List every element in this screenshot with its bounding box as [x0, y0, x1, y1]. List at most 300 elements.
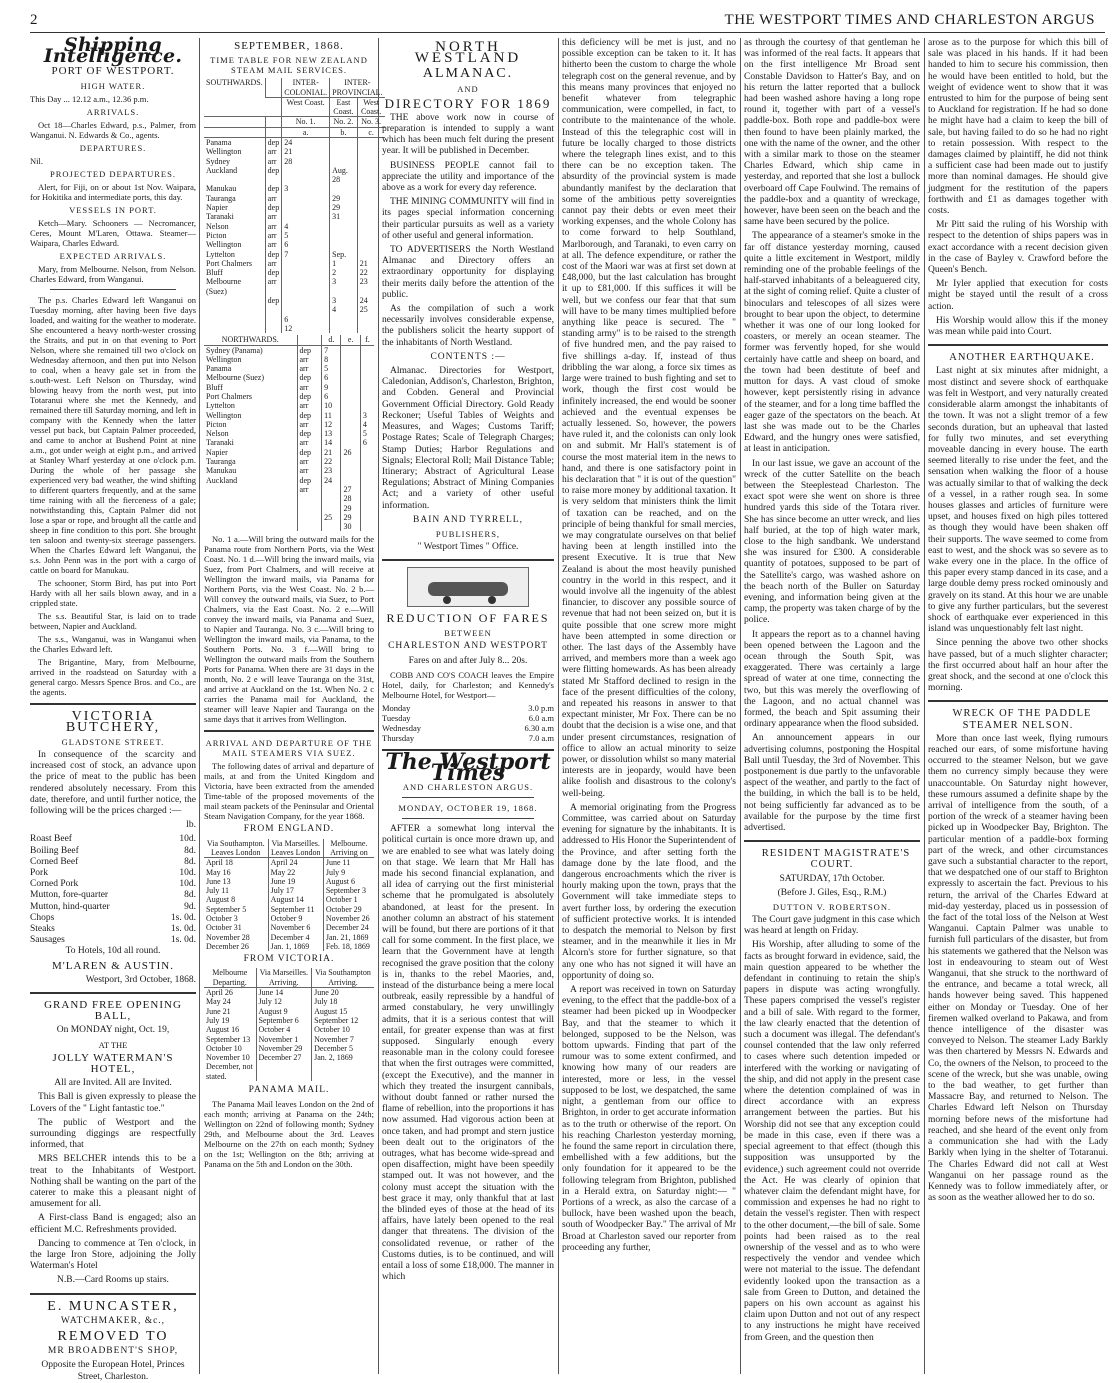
table-cell: Lyttelton: [206, 249, 235, 259]
table-cell: [282, 166, 330, 185]
num-2: No. 2.: [330, 117, 358, 127]
table-cell: [330, 222, 358, 231]
schedule-time: 6.30 a.m: [524, 722, 554, 733]
table-cell: dep: [297, 448, 322, 457]
table-cell: arr: [265, 259, 282, 268]
table-cell: [282, 305, 330, 314]
table-row: [204, 522, 374, 531]
table-row: [204, 383, 374, 392]
table-cell: [282, 259, 330, 268]
earthquake-para: Last night at six minutes after midnight, a most distinct and severe shock of earthquake was felt in Westport, and very naturally created considerable alarm amongst the inhabitants of the town. It was not a slight tremor of a few seconds duration, but an upheaval that lasted for fully two minutes, and set everything moveable dancing in every house. The earth seemed literally to rise under the feet, and the sensation when walking the floor of a house was actually similar to that of walking the deck of a vessel, in a rather rough sea. In some houses glasses and articles of furniture were upset, and houses fixed on high piles tottered as though they would have been shaken off their supports. The wave seemed to come from east to west, and the shock was so severe as to wake every one in the place. In the office of this paper every stamp danced in its case, and a large double demy press rocked ominously and gravely on its stand. At this hour we are unable to give any further particulars, but the severest shock of earthquake ever experienced in this island was unquestionably felt last night.: [928, 366, 1108, 635]
table-cell: dep: [265, 166, 282, 185]
table-cell: [204, 305, 265, 314]
table-cell: Sydney (Panama): [206, 345, 263, 355]
table-row: [204, 1007, 374, 1016]
cobb-text: COBB AND CO'S COACH leaves the Empire Hotel, daily, for Charleston; and Kennedy's Melbourne Hotel, for Westport—: [382, 669, 554, 700]
table-cell: [341, 438, 360, 447]
table-cell: December, not stated.: [206, 1062, 253, 1081]
price-value: 1s. 0d.: [170, 924, 196, 935]
price-item: Mutton, hind-quarter: [30, 901, 110, 912]
table-cell: arr: [265, 222, 282, 231]
table-cell: November 6: [268, 923, 323, 932]
column-2: [204, 38, 383, 1374]
table-cell: July 12: [256, 997, 312, 1006]
letter-e: e.: [341, 335, 360, 345]
ball-hotel: JOLLY WATERMAN'S HOTEL,: [52, 1051, 174, 1075]
table-cell: 9: [322, 383, 341, 392]
table-cell: 30: [341, 522, 360, 531]
court-para: Mr Pitt said the ruling of his Worship with respect to the detention of ships papers was in exact accordance with a recent decision given in the case of Bayley v. Crawford before the Queen's Bench.: [928, 220, 1108, 276]
table-cell: Picton: [206, 419, 227, 429]
shipping-masthead: Shipping Intelligence.: [43, 34, 183, 68]
butchery-sub: GLADSTONE STREET.: [61, 737, 165, 748]
table-cell: September 6: [256, 1016, 312, 1025]
ball-para: The public of Westport and the surrounding diggings are respectfully informed, that: [30, 1117, 196, 1151]
table-cell: [341, 392, 360, 401]
price-value: 1s. 0d.: [170, 912, 196, 923]
column-rule: [558, 38, 559, 1374]
almanac-title-3: DIRECTORY FOR 1869: [384, 95, 552, 111]
table-cell: Jan. 1, 1869: [268, 942, 323, 951]
table-cell: [357, 166, 384, 185]
coach-illustration: [407, 567, 529, 607]
table-cell: [341, 466, 360, 475]
table-cell: 22: [357, 268, 384, 277]
table-cell: arr: [265, 157, 282, 166]
table-cell: Lyttelton: [206, 401, 235, 411]
table-cell: [282, 194, 330, 203]
table-cell: Melbourne (Suez): [206, 373, 264, 383]
ball-title: GRAND FREE OPENING BALL,: [44, 999, 182, 1023]
table-row: [204, 373, 374, 382]
table-cell: [256, 1062, 312, 1081]
column-1: [30, 34, 196, 1382]
table-cell: 21: [322, 448, 341, 457]
ball-at: AT THE: [98, 1039, 128, 1050]
table-cell: [341, 401, 360, 410]
table-cell: [204, 513, 297, 522]
schedule-time: 7.0 a.m: [528, 732, 554, 743]
column-rule: [740, 38, 741, 1374]
table-row: [204, 933, 374, 942]
table-row: [204, 166, 385, 185]
table-cell: November 26: [323, 914, 374, 923]
shipping-para: The s.s. Beautiful Star, is laid on to trade between, Napier and Auckland.: [30, 610, 196, 631]
table-cell: [204, 324, 265, 333]
table-cell: October 3: [206, 914, 238, 924]
table-cell: [282, 268, 330, 277]
table-row: [204, 476, 374, 485]
table-cell: 25: [322, 513, 341, 522]
price-unit: lb.: [186, 820, 196, 831]
table-row: [204, 457, 374, 466]
table-cell: 29: [330, 203, 358, 212]
table-row: [204, 923, 374, 932]
contents-list: Almanac. Directories for Westport, Caledonian, Addison's, Charleston, Brighton, and Cobden. General and Provincial Government Official Directory. Gold Ready Reckoner; Useful Tables of Weights and Measures, and Wages; Customs Tariff; Postage Rates; Scale of Telegraph Charges; Stamp Duties; Harbor Regulations and Signals; Electoral Roll; Mail Distance Table; Itinerary; Abstract of Agricultural Lease Regulations; Abstract of Mining Companies Act; and a variety of other useful information.: [382, 366, 554, 511]
earthquake-heading: ANOTHER EARTHQUAKE.: [949, 352, 1095, 364]
table-cell: [357, 212, 384, 221]
price-item: Sausages: [30, 935, 65, 946]
table-cell: Napier: [206, 203, 228, 213]
table-row: [204, 315, 385, 324]
table-cell: December 24: [323, 923, 374, 932]
price-item: Boiling Beef: [30, 845, 79, 856]
publisher-label: PUBLISHERS,: [435, 528, 501, 539]
divider: [50, 289, 176, 290]
divider: [30, 703, 196, 705]
arrivals-heading: ARRIVALS.: [86, 106, 140, 117]
court-para: Mr Iyler applied that execution for costs might be stayed until the result of a cross action.: [928, 279, 1108, 312]
table-cell: [330, 240, 358, 249]
table-cell: arr: [297, 401, 322, 410]
price-value: 8d.: [184, 845, 196, 856]
arrivals-text: Oct 18—Charles Edward, p.s., Palmer, from Wanganui. N. Edwards & Co., agents.: [30, 119, 196, 140]
table-cell: 4: [330, 305, 358, 314]
almanac-title-2: ALMANAC.: [422, 66, 514, 82]
table-cell: [341, 373, 360, 382]
table-cell: 14: [322, 438, 341, 447]
table-cell: May 24: [206, 997, 231, 1007]
expected-text: Mary, from Melbourne. Nelson, from Nelson. Charles Edward, from Wanganui.: [30, 263, 196, 284]
schedule-row: [382, 703, 554, 713]
table-cell: 1: [330, 259, 358, 268]
price-row: [30, 924, 196, 935]
table-cell: arr: [297, 485, 322, 494]
table-row: [204, 268, 385, 277]
table-row: [204, 305, 385, 314]
table-cell: 24: [322, 476, 341, 485]
table-cell: 21: [282, 147, 330, 156]
price-value: 10d.: [179, 868, 196, 879]
table-cell: arr: [297, 364, 322, 373]
table-cell: dep: [297, 476, 322, 485]
south-heading: SOUTHWARDS.: [204, 78, 265, 117]
table-cell: [204, 485, 297, 494]
table-cell: [341, 364, 360, 373]
column-rule: [924, 38, 925, 1374]
table-cell: [341, 355, 360, 364]
table-cell: December 26: [206, 941, 249, 951]
almanac-para: BUSINESS PEOPLE cannot fail to appreciate the utility and importance of the above as a work for every day reference.: [382, 160, 554, 194]
price-row: [30, 868, 196, 879]
table-cell: 5: [360, 429, 374, 438]
table-row: [204, 345, 374, 355]
suez-text: The following dates of arrival and departure of mails, at and from the United Kingdom and Victoria, have been extracted from the amended Time-table of the proposed movements of the mail steam packets of the Peninsular and Oriental Steam Navigation Company, for the year 1868.: [204, 761, 374, 822]
table-cell: [357, 203, 384, 212]
departures-heading: DEPARTURES.: [79, 142, 147, 153]
column-5: [744, 38, 920, 1374]
table-cell: 6: [282, 315, 330, 324]
table-cell: Nelson: [206, 221, 229, 231]
editorial-text: AFTER a somewhat long interval the political curtain is once more drawn up, and we are enabled to see what was lately doing on that stage. We learn that Mr Hall has made his second financial explanation, and all idea of carrying out the first ministerial scheme that he promulgated is absolutely abandoned, at least for the present. In another column an abstract of his statement will be found, but there are portions of it that call for some comment. In the first place, we learn that the Government have at length recognised the grave position that the colony is in, thanks to the rebel Maories, and, instead of the disturbance being a mere local outbreak, easily repressible by a handful of armed constabulary, he very unwillingly admits, that it is a serious contest that will entail, for greater expense than was at first supposed. Singularly enough every reasonable man in the colony could foresee that when the first outrages were committed, (except the Executive), and the manner in which they treated the insurgent cannibals, without doubt fanned or rather nursed the flame of rebellion, into the proportions it has now assumed. Had vigorous action been at once taken, and had prompt and stern justice been dealt out to the originators of the outrages, what has become wide-spread and open disaffection, might have been speedily stamped out. It was not however, and the colony must accept the situation with the best grace it may, only thankful that at last the blinded eyes of those at the head of its affairs, have lately been opened to the real danger that threatens. The division of the consolidated revenue, or rather of the Customs duties, is to be continued, and will entail a loss of some £18,000. The manner in which: [382, 824, 554, 1283]
table-cell: July 17: [268, 886, 323, 895]
north-heading: NORTHWARDS.: [204, 335, 297, 345]
table-cell: Feb. 18, 1869: [323, 942, 374, 951]
table-row: [204, 868, 374, 877]
table-cell: [330, 147, 358, 156]
table-cell: [322, 522, 341, 531]
letter-f: f.: [360, 335, 374, 345]
table-cell: [265, 324, 282, 333]
table-cell: September 13: [206, 1034, 251, 1044]
schedule-day: Tuesday: [382, 712, 411, 723]
table-cell: 4: [282, 222, 330, 231]
table-cell: [322, 494, 341, 503]
table-row: [204, 401, 374, 410]
table-cell: 29: [330, 194, 358, 203]
high-water-line: This Day ... 12.12 a.m., 12.36 p.m.: [30, 93, 149, 104]
schedule-row: [382, 713, 554, 723]
table-cell: November 7: [312, 1035, 374, 1044]
table-cell: 27: [341, 485, 360, 494]
table-cell: Auckland: [206, 165, 238, 175]
table-row: [204, 438, 374, 447]
price-row: [30, 834, 196, 845]
vessels-heading: VESSELS IN PORT.: [69, 204, 157, 215]
table-cell: 4: [360, 420, 374, 429]
num-3: No. 3.: [357, 117, 384, 127]
schedule-day: Thursday: [382, 732, 415, 743]
table-cell: [330, 157, 358, 166]
letter-b: b.: [330, 127, 358, 137]
price-row: [30, 890, 196, 901]
almanac-para: TO ADVERTISERS the North Westland Almanac and Directory offers an extraordinary opportunity for displaying their merits daily before the attention of the public.: [382, 245, 554, 300]
table-cell: [341, 411, 360, 420]
table-cell: July 9: [323, 868, 374, 877]
table-cell: dep: [265, 296, 282, 305]
table-row: [204, 240, 385, 249]
ec-heading: East Coast.: [330, 97, 358, 117]
table-cell: [282, 277, 330, 296]
table-row: [204, 429, 374, 438]
table-cell: dep: [297, 392, 322, 401]
table-cell: dep: [297, 373, 322, 382]
table-cell: [204, 522, 297, 531]
panama-heading: PANAMA MAIL.: [248, 1084, 330, 1095]
table-cell: [360, 448, 374, 457]
table-cell: June 11: [323, 858, 374, 868]
table-cell: [341, 457, 360, 466]
table-cell: Jan. 21, 1869: [323, 933, 374, 942]
port-heading: PORT OF WESTPORT.: [51, 65, 175, 78]
table-cell: Tauranga: [206, 193, 236, 203]
table-cell: [360, 457, 374, 466]
table-cell: 3: [330, 296, 358, 305]
table-cell: [330, 184, 358, 193]
divider: [402, 797, 534, 798]
table-cell: 23: [322, 466, 341, 475]
price-row: [30, 913, 196, 924]
table-row: [204, 942, 374, 951]
table-row: [204, 222, 385, 231]
court-before: (Before J. Giles, Esq., R.M.): [777, 887, 887, 898]
table-cell: 2: [330, 268, 358, 277]
news-para: as through the courtesy of that gentleman he was informed of the real facts. It appears that on the first intelligence Mr Broad sent Constable Davidson to Hatter's Bay, and on his return the latter reported that a bullock had been washed ashore having a long rope round it, together with part of a vessel's paddle-box. Both rope and paddle-box were then found to have been plainly marked, the one with the name of the owner, and the other with a similar mark to those on the steamer Charles Edward, which ship came in yesterday, and reported that she lost a bullock overboard off Cape Foulwind. The remains of the paddle-box and a quantity of wreckage, however, have been seen on the beach and the same have been secured by the police.: [744, 38, 920, 228]
table-cell: 25: [357, 305, 384, 314]
ball-para: MRS BELCHER intends this to be a treat to the Inhabitants of Westport. Nothing shall be wanting on the part of the caterer to make this a pleasant night of amusement for all.: [30, 1154, 196, 1210]
table-row: [204, 420, 374, 429]
column-4: [562, 38, 736, 1374]
table-cell: [282, 203, 330, 212]
contents-heading: CONTENTS :—: [430, 351, 506, 362]
table-cell: 29: [341, 513, 360, 522]
price-item: Corned Pork: [30, 879, 79, 890]
divider: [30, 1293, 196, 1295]
table-row: [204, 877, 374, 886]
table-cell: [265, 315, 282, 324]
table-cell: June 14: [256, 988, 312, 998]
table-cell: Jan. 2, 1869: [312, 1053, 374, 1062]
divider: [928, 344, 1108, 346]
table-cell: 28: [282, 157, 330, 166]
table-row: [204, 203, 385, 212]
court-para: His Worship would allow this if the money was mean while paid into Court.: [928, 315, 1108, 338]
fares-line: Fares on and after July 8... 20s.: [408, 655, 528, 666]
table-cell: Manukau: [206, 466, 237, 476]
butchery-title: VICTORIA BUTCHERY,: [65, 708, 161, 735]
schedule-day: Monday: [382, 702, 411, 713]
almanac-para: THE above work now in course of preparation is intended to supply a want which has been much felt during the present year. It will be published in December.: [382, 112, 554, 157]
court-heading: RESIDENT MAGISTRATE'S COURT.: [761, 848, 911, 871]
vessels-text: Ketch—Mary. Schooners — Necromancer, Ceres, Mount M'Laren, Ottawa. Steamer—Waipara, Charles Edward.: [30, 217, 196, 248]
table-row: [204, 147, 385, 156]
fv-col: Via Marseilles. Arriving.: [256, 968, 312, 987]
table-cell: September 12: [312, 1016, 374, 1025]
ball-invite: All are Invited. All are Invited.: [54, 1078, 172, 1089]
from-england-heading: FROM ENGLAND.: [243, 824, 335, 835]
table-cell: October 29: [323, 905, 374, 914]
table-cell: December 5: [312, 1044, 374, 1053]
wreck-report-para: A report was received in town on Saturday evening, to the effect that the paddle-box of a steamer had been picked up in Woodpecker Bay, and that the steamer to which it belonged, supposed to be the Nelson, was bottom upwards. Finding that part of the rumour was to some extent confirmed, and knowing how many of our readers are interested, more or less, in the vessel supposed to be lost, we despatched, the same night, a gentleman from our office to Brighton, in order to get accurate information as to the truth or otherwise of the report. On his reaching Charleston yesterday morning, he found the same report in circulation there, embellished with a few additions, but the only foundation for it appeared to be the following telegram from Brighton, published in a Herald extra, on Saturday night:— " Portions of a wreck, as also the carcase of a bullock, have been washed upon the beach, south of Woodpecker Bay." The arrival of Mr Broad at Charleston saved our reporter from proceeding any further,: [562, 985, 736, 1253]
news-para: An announcement appears in our advertising columns, postponing the Hospital Ball until Tuesday, the 3rd of November. This postponement is due partly to the unfavorable aspect of the weather, and partly to the fact of the building, in which the ball is to be held, not being sufficiently far advanced as to be available for the purpose by the time first advertised.: [744, 733, 920, 834]
table-row: [204, 1016, 374, 1025]
high-water-heading: HIGH WATER.: [80, 80, 146, 91]
table-cell: 8: [322, 355, 341, 364]
divider: [30, 992, 196, 994]
table-cell: May 16: [206, 867, 231, 877]
fares-route: CHARLESTON AND WESTPORT: [388, 641, 548, 652]
table-cell: [341, 345, 360, 355]
price-row: [30, 879, 196, 890]
letter-d: d.: [322, 335, 341, 345]
wreck-para: More than once last week, flying rumours reached our ears, of some misfortune having occurred to the steamer Nelson, but we gave them no currency simply because they were unaccountable. On Saturday night however, these rumours assumed a definite shape by the arrival of intelligence from the south, of a portion of the wreck of a steamer having been picked up in Woodpecker Bay, Brighton. The particular mention of a paddle-box forming part of the wreck, and other circumstances gave such a substantial character to the report, that we despatched one of our staff to Brighton expressly to ascertain the fact. Previous to his return, the arrival of the Charles Edward at mid-day yesterday, placed us in possession of the fact of the total loss of the Nelson at West Wanganui. Captain Palmer was unable to furnish full particulars of the disaster, but from his statements we gathered that the Nelson was lost in endeavouring to steam out of West Wanganui, that she struck to the northward of the entrance, and became a total wreck, all hands however being saved. This happened either on Monday or Tuesday. One of her firemen walked overland to Pakawa, and from thence intelligence of the disaster was conveyed to Nelson. The steamer Lady Barkly was then chartered by Messrs N. Edwards and Co, the owners of the Nelson, to proceed to the scene of the wreck, but she was unable, owing to the bad weather, to get further than Massacre Bay, and returned to Nelson. The Charles Edward left Nelson on Thursday morning before news of the misfortune had reached, and she heard of the event only from a communication she had with the Lady Barkly when lying in the shelter of Totaranui. The Charles Edward did not call at West Wanganui on her passage round as the Kennedy was to follow immediately after, or as soon as the weather allowed her to do so.: [928, 733, 1108, 1204]
table-cell: [204, 296, 265, 305]
coach-schedule: [382, 703, 554, 743]
from-victoria-table: [204, 968, 374, 1081]
ball-date: On MONDAY night, Oct. 19,: [56, 1025, 170, 1036]
table-row: [204, 905, 374, 914]
table-cell: [204, 504, 297, 513]
page-header: [30, 6, 1105, 33]
table-cell: Tauranga: [206, 457, 236, 467]
paper-masthead: The Westport Times: [385, 748, 551, 786]
court-case: DUTTON V. ROBERTSON.: [772, 902, 892, 913]
shipping-para: The schooner, Storm Bird, has put into Port Hardy with all her sails blown away, and in a crippled state.: [30, 577, 196, 608]
from-victoria-heading: FROM VICTORIA.: [243, 954, 335, 965]
price-row: [30, 935, 196, 946]
table-cell: July 11: [206, 886, 230, 896]
table-cell: [330, 315, 358, 324]
fares-heading: REDUCTION OF FARES: [386, 611, 550, 626]
price-item: Roast Beef: [30, 834, 72, 845]
table-cell: October 1: [323, 895, 374, 904]
table-cell: [330, 324, 358, 333]
table-cell: October 10: [206, 1043, 242, 1053]
butcher-names: M'LAREN & AUSTIN.: [52, 959, 174, 972]
table-row: [204, 250, 385, 259]
table-row: [204, 184, 385, 193]
table-row: [204, 895, 374, 904]
table-cell: Nelson: [206, 429, 229, 439]
table-cell: August 8: [206, 895, 236, 905]
table-cell: 24: [282, 137, 330, 147]
table-row: [204, 466, 374, 475]
table-cell: [312, 1062, 374, 1081]
table-cell: 31: [330, 212, 358, 221]
news-para: In our last issue, we gave an account of the wreck of the cutter Satellite on the beach between the Steeplestead Charleston. The exact spot were she went on shore is three hundred yards this side of the Totara river. She has since become an utter wreck, and lies half buried, at the top of high water mark, close to the high sandbank. We understand she was insured for £300. A considerable quantity of potatoes, supposed to be part of the Satellite's cargo, was washed ashore on the beach north of the Buller on Saturday evening, and information being given at the camp, the property was taken charge of by the police.: [744, 458, 920, 626]
table-cell: 12: [322, 420, 341, 429]
table-cell: [360, 476, 374, 485]
table-cell: [360, 392, 374, 401]
table-cell: October 4: [256, 1025, 312, 1034]
muncaster-removed: REMOVED TO: [57, 1328, 169, 1344]
timetable-southwards: [204, 78, 385, 333]
table-row: [204, 858, 374, 868]
table-cell: Port Chalmers: [206, 392, 252, 401]
table-cell: June 13: [206, 876, 231, 886]
table-row: [204, 513, 374, 522]
timetable-notes: No. 1 a.—Will bring the outward mails for the Panama route from Northern Ports, via the West Coast. No. 1 d.—Will bring the inward mails, via Suez, from Port Chalmers, and will receive at Wellington the inward mails, via Panama for Northern Ports, via the West Coast. No. 2 b.—Will convey the outward mails, via Suez, to Port Chalmers, via the East Coast. No. 2 e.—Will convey the inward mails, via Panama and Suez, to Napier and Tauranga. No. 3 c.—Will bring to Wellington the inward mails, via Panama, to the Southern Ports. No. 3 f.—Will bring to Wellington the outward mails from the Southern Ports for Panama. When there are 31 days in the month, No. 2 e will leave Tauranga on the 31st, and arrive at Auckland on the 1st. When No. 2 c carries the Panama mail for Auckland, the steamer will leave Napier and Tauranga on the same days that it arrives from Wellington.: [204, 534, 374, 725]
price-list: [30, 834, 196, 946]
table-cell: [341, 476, 360, 485]
table-cell: [330, 137, 358, 147]
divider: [204, 730, 374, 732]
table-cell: October 9: [268, 914, 323, 923]
table-cell: dep: [297, 411, 322, 420]
table-row: [204, 277, 385, 296]
table-row: [204, 997, 374, 1006]
table-cell: [282, 212, 330, 221]
table-cell: July 18: [312, 997, 374, 1006]
table-cell: [360, 466, 374, 475]
projected-heading: PROJECTED DEPARTURES.: [50, 168, 176, 179]
table-cell: October 10: [312, 1025, 374, 1034]
muncaster-shop: MR BROADBENT'S SHOP,: [47, 1346, 179, 1357]
table-cell: Bluff: [206, 382, 223, 392]
table-cell: 5: [282, 231, 330, 240]
table-cell: 6: [282, 240, 330, 249]
table-row: [204, 494, 374, 503]
table-cell: dep: [265, 137, 282, 147]
letter-a: a.: [282, 127, 330, 137]
table-row: [204, 1053, 374, 1062]
table-cell: 11: [322, 411, 341, 420]
table-cell: [360, 373, 374, 382]
table-cell: [204, 494, 297, 503]
fe-col: Melbourne. Arriving on: [323, 839, 374, 858]
suez-heading: ARRIVAL AND DEPARTURE OF THE MAIL STEAMERS VIA SUEZ.: [205, 738, 373, 759]
hotels-line: To Hotels, 10d all round.: [65, 946, 161, 957]
timetable-title: TIME TABLE FOR NEW ZEALAND STEAM MAIL SERVICES.: [210, 55, 368, 76]
table-cell: [357, 231, 384, 240]
table-row: [204, 231, 385, 240]
table-cell: [357, 250, 384, 259]
price-item: Mutton, fore-quarter: [30, 890, 109, 901]
table-cell: arr: [265, 212, 282, 221]
table-cell: Manukau: [206, 184, 237, 194]
table-cell: [322, 504, 341, 513]
issue-date: MONDAY, OCTOBER 19, 1868.: [398, 803, 538, 814]
